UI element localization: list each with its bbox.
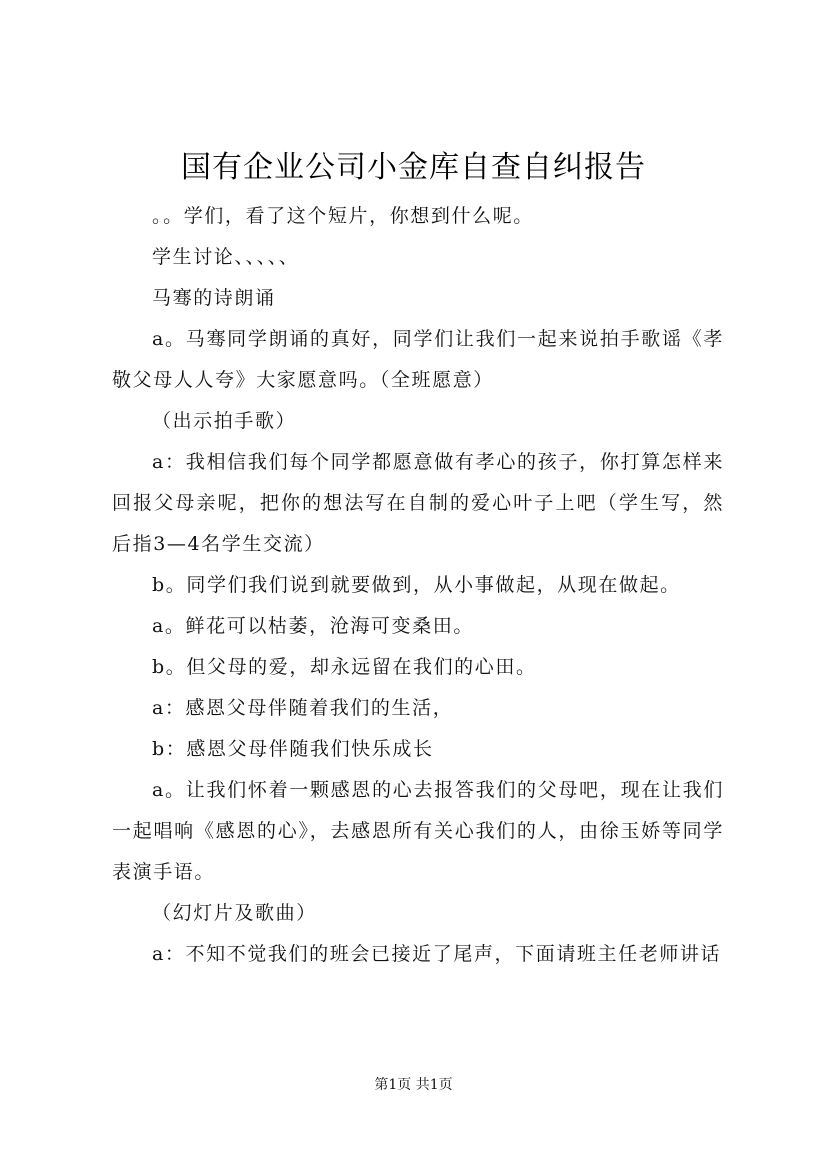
paragraph-5: （出示拍手歌） bbox=[152, 410, 297, 432]
paragraph-3: 马骞的诗朗诵 bbox=[152, 287, 276, 309]
paragraph-1: 。。学们，看了这个短片，你想到什么呢。 bbox=[152, 205, 534, 227]
paragraph-9: b。但父母的爱，却永远留在我们的心田。 bbox=[152, 656, 537, 678]
paragraph-11: b：感恩父母伴随我们快乐成长 bbox=[152, 738, 434, 760]
paragraph-2: 学生讨论、、、、、 bbox=[152, 246, 300, 268]
paragraph-8: a。鲜花可以枯萎，沧海可变桑田。 bbox=[152, 615, 474, 637]
paragraph-10: a：感恩父母伴随着我们的生活， bbox=[152, 697, 454, 719]
page-footer: 第1页 共1页 bbox=[374, 1077, 453, 1093]
document-title: 国有企业公司小金库自查自纠报告 bbox=[181, 150, 646, 185]
paragraph-4: a。马骞同学朗诵的真好，同学们让我们一起来说拍手歌谣《孝敬父母人人夸》大家愿意吗。（全班愿意） bbox=[112, 328, 724, 391]
paragraph-14: a：不知不觉我们的班会已接近了尾声，下面请班主任老师讲话 bbox=[152, 943, 722, 965]
paragraph-13: （幻灯片及歌曲） bbox=[152, 902, 317, 924]
document-body bbox=[112, 196, 724, 975]
paragraph-12: a。让我们怀着一颗感恩的心去报答我们的父母吧，现在让我们一起唱响《感恩的心》，去感恩所有关心我们的人，由徐玉娇等同学表演手语。 bbox=[112, 779, 724, 883]
paragraph-7: b。同学们我们说到就要做到，从小事做起，从现在做起。 bbox=[152, 574, 681, 596]
paragraph-6: a：我相信我们每个同学都愿意做有孝心的孩子，你打算怎样来回报父母亲呢，把你的想法写在自制的爱心叶子上吧（学生写，然后指3—4名学生交流） bbox=[112, 451, 724, 555]
